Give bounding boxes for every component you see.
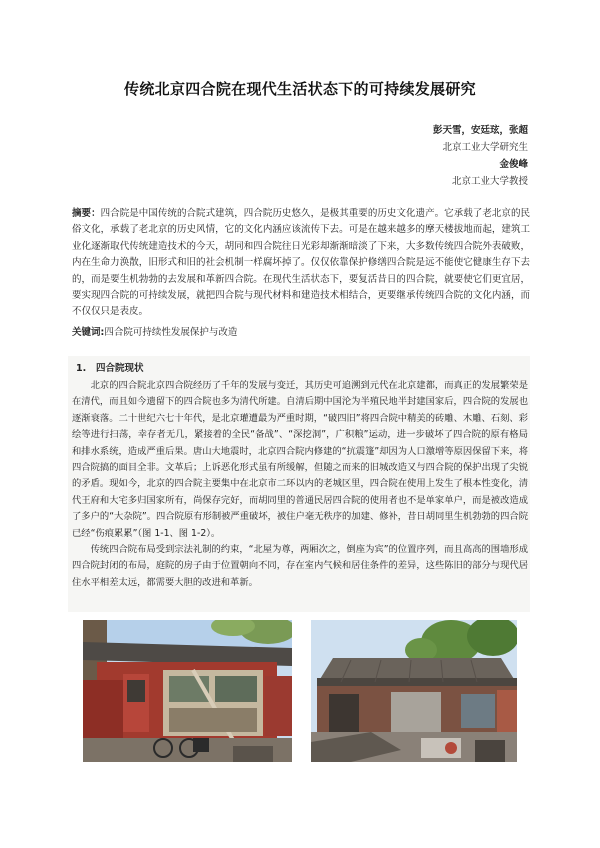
section-title: 四合院现状 [96,363,144,374]
section-body [72,378,528,591]
paper-title: 传统北京四合院在现代生活状态下的可持续发展研究 [124,80,476,98]
author-affiliation-1: 北京工业大学研究生 [442,142,528,153]
author-names-1: 彭天雪，安廷玹，张超 [432,125,528,136]
body-paragraph-1: 北京的四合院北京四合院经历了千年的发展与变迁，其历史可追溯到元代在北京建都，而真正的发展繁荣是在清代，而且如今遗留下的四合院也多为清代所建。自清后期中国沦为半殖民地半封建国家后，四合院的发展也逐渐衰落。二十世纪六七十年代，是北京瓘遭最为严重时期，“破四旧”将四合院中精美的砖雕、木雕、石刻、彩绘等进行扫荡，幸存者无几，紧接着的全民“备战”、“深挖洞”，广积粮”运动，进一步破坏了四合院的原有格局和排水系统，造成严重后果。唐山大地震时，北京四合院内修建的“抗震篷”却因为人口激增等原因保留下来，将四合院搞的面目全非。文革后；上诉恶化形式虽有所缓解，但随之而来的旧城改造又与四合院的保护出现了尖锐的矛盾。现如今，北京的四合院主要集中在北京市二环以内的老城区里，四合院在使用上发生了根本性变化，清代王府和大宅多归国家所有，尚保存完好，而胡同里的普通民居四合院的使用者也不是单家单户，而是被改造成了多户的“大杂院”。四合院原有形制被严重破坏，被住户毫无秩序的加建、修补，昔日胡同里生机勃勃的四合院已经“伤痕累累”（图 1-1、图 1-2）。 [72,380,528,539]
abstract [72,206,530,321]
keywords-text: 四合院可持续性发展保护与改造 [104,327,238,338]
author-block [228,122,528,190]
author-affiliation-2: 北京工业大学教授 [451,176,528,187]
courtyard-photo-2 [311,620,517,762]
section-number: 1. [76,363,87,374]
abstract-label: 摘要： [72,208,101,219]
courtyard-photo-1 [83,620,292,762]
author-names-2: 金俊峰 [499,159,528,170]
section-heading [76,360,144,374]
abstract-text: 四合院是中国传统的合院式建筑，四合院历史悠久，是极其重要的历史文化遗产。它承载了老北京的民俗文化，承载了老北京的历史风情，它的文化内涵应该流传下去。可是在越来越多的摩天楼拔地而起，建筑工业化逐渐取代传统建造技术的今天，胡同和四合院往日光彩却渐渐暗淡了下来，大多数传统四合院外表破败，内在生命力涣散，旧形式和旧的社会机制一样腐坏掉了。仅仅依靠保护修缮四合院是远不能使它健康生存下去的，而是要生机勃勃的去发展和革新四合院。在现代生活状态下，要复活昔日的四合院，就要使它们更宜居，要实现四合院的可持续发展，就把四合院与现代材料和建造技术相结合，更要继承传统四合院的文化内涵，而不仅仅只是表皮。 [72,208,530,318]
body-paragraph-2: 传统四合院布局受到宗法礼制的约束，“北屋为尊，两厢次之，倒座为宾”的位置序列，而且高高的围墙形成四合院封闭的布局，庭院的房子由于位置朝向不同，存在室内气候和居住条件的差异，这些陈旧的部分与现代居住水平相差太远，都需要大胆的改进和革新。 [72,544,528,588]
keywords-label: 关键词: [72,327,105,338]
keywords [72,325,530,341]
